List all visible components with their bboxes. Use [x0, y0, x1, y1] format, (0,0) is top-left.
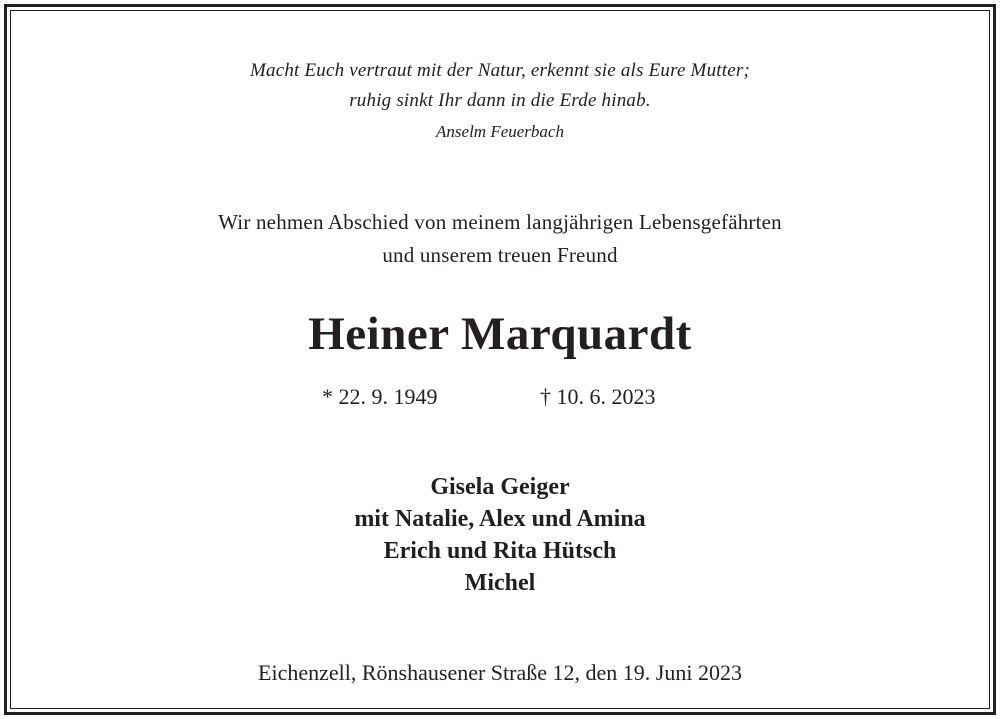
life-dates: [0, 384, 1000, 414]
quote-line-1: Macht Euch vertraut mit der Natur, erkennt sie als Eure Mutter;: [249, 60, 750, 81]
mourner-line: Erich und Rita Hütsch: [383, 538, 617, 564]
mourner-line: Michel: [464, 570, 536, 596]
intro-line-2: und unserem treuen Freund: [382, 243, 618, 267]
quote-line-2: ruhig sinkt Ihr dann in die Erde hinab.: [349, 90, 651, 111]
deceased-name: Heiner Marquardt: [308, 308, 692, 360]
birth-date: * 22. 9. 1949: [322, 384, 438, 409]
death-date: † 10. 6. 2023: [540, 384, 656, 409]
place-date-footer: Eichenzell, Rönshausener Straße 12, den 19. Juni 2023: [258, 660, 742, 685]
intro-line-1: Wir nehmen Abschied von meinem langjährigen Lebensgefährten: [218, 210, 782, 234]
mourner-line: Gisela Geiger: [430, 474, 570, 500]
mourner-line: mit Natalie, Alex und Amina: [354, 506, 646, 532]
quote-author: Anselm Feuerbach: [436, 122, 564, 141]
